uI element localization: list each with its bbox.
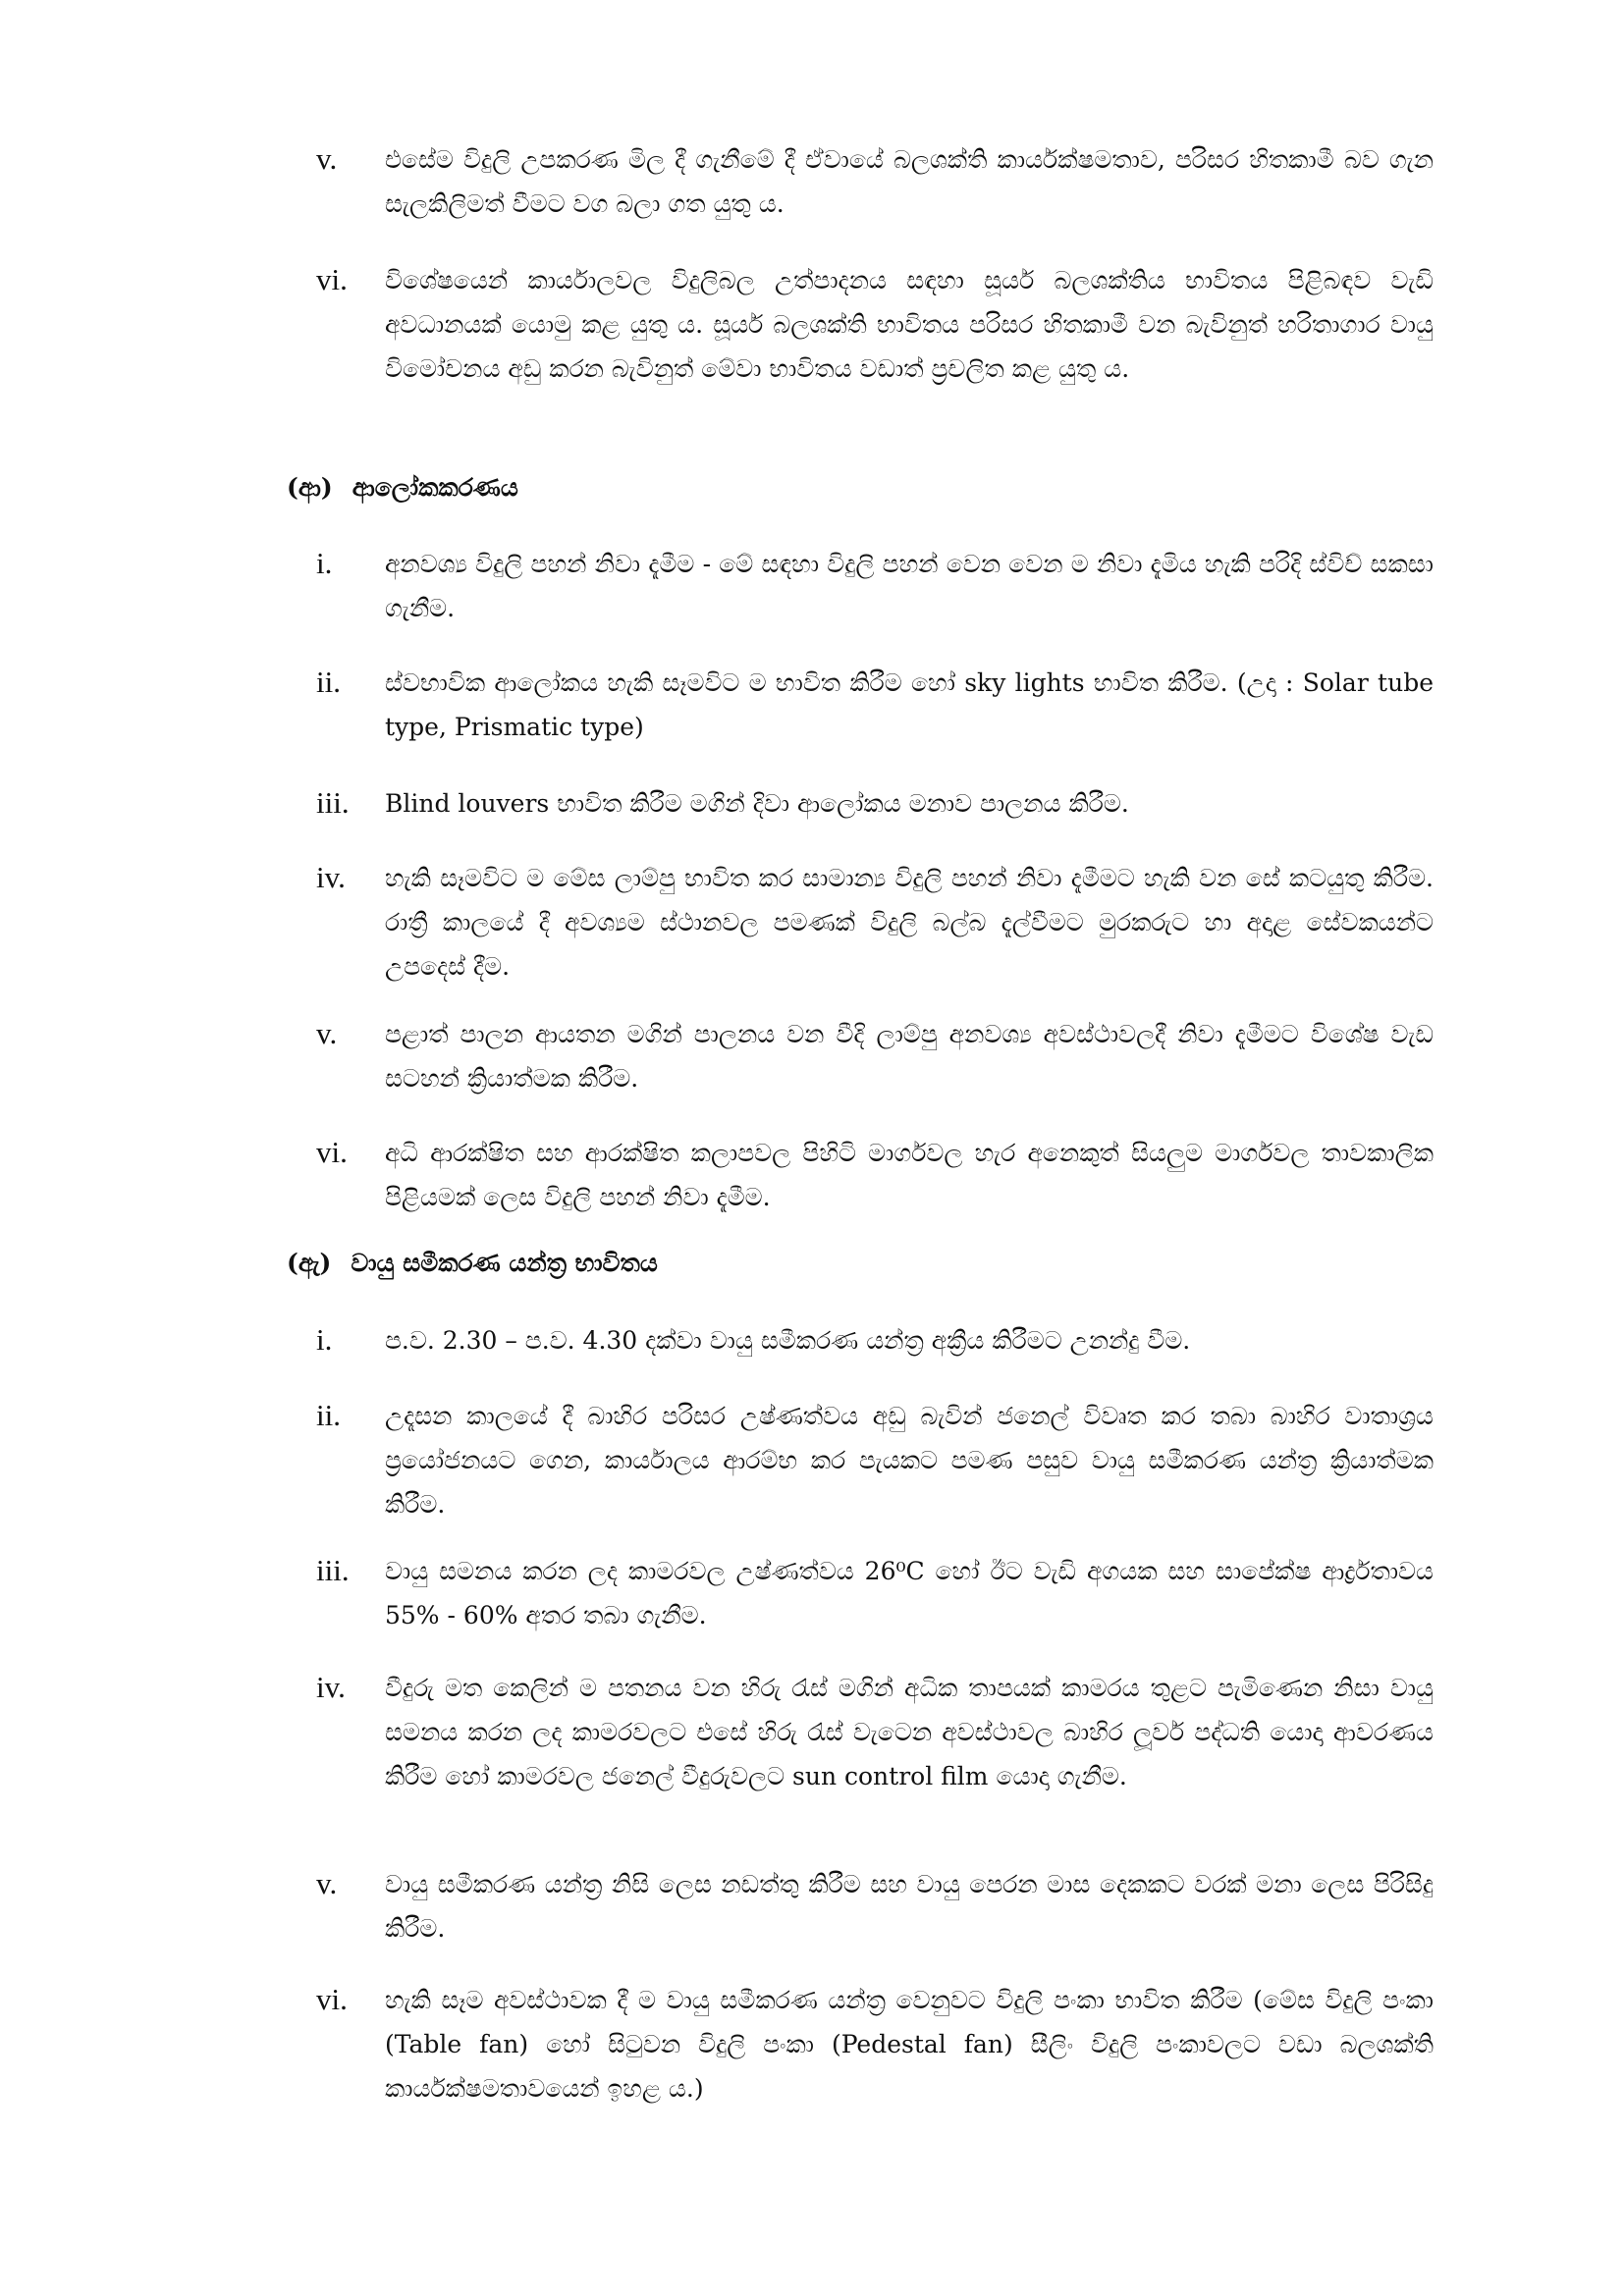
section-heading — [287, 1242, 658, 1285]
item-text: උදෑසන කාලයේ දී බාහිර පරිසර උෂ්ණත්වය අඩු බැවින් ජනෙල් විවෘත කර තබා බාහිර වාතාශ්‍රය ප්‍රයෝජනයට ගෙන, කාර්යාලය ආරම්භ කර පැයකට පමණ පසුව වායු සමීකරණ යන්ත්‍ර ක්‍රියාත්මක කිරීම. — [385, 1402, 1434, 1519]
item-number: iii. — [316, 785, 350, 820]
item-text: හැකි සෑම අවස්ථාවක දී ම වායු සමීකරණ යන්ත්‍ර වෙනුවට විදුලි පංකා භාවිත කිරීම (මේස විදුලි පංකා (Table fan) හෝ සිටුවන විදුලි පංකා (Pedestal fan) සීලිං විදුලි පංකාවලට වඩා බලශක්ති කාර්යක්ෂමතාවයෙන් ඉහළ ය.) — [385, 1986, 1434, 2103]
item-number: iv. — [316, 1670, 346, 1704]
item-number: iv. — [316, 860, 346, 894]
item-number: i. — [316, 546, 333, 580]
item-text: හැකි සෑමවිට ම මේස ලාම්පු භාවිත කර සාමාන්‍ය විදුලි පහන් නිවා දැමීමට හැකි වන සේ කටයුතු කිරීම. රාත්‍රී කාලයේ දී අවශ්‍යම ස්ථානවල පමණක් විදුලි බල්බ දැල්වීමට මුරකරුට හා අදාළ සේවකයන්ට උපදෙස් දීම. — [385, 864, 1434, 981]
item-text: Blind louvers භාවිත කිරීම මගින් දිවා ආලෝකය මනාව පාලනය කිරීම. — [385, 789, 1129, 818]
item-number: v. — [316, 141, 338, 176]
item-number: i. — [316, 1322, 333, 1357]
item-text: ස්වභාවික ආලෝකය හැකි සෑමවිට ම භාවිත කිරීම හෝ sky lights භාවිත කිරීම. (උදා : Solar tube type, Prismatic type) — [385, 668, 1434, 741]
section-heading — [287, 466, 518, 509]
item-text: අධි ආරක්ෂිත සහ ආරක්ෂිත කලාපවල පිහිටි මාර්ගවල හැර අනෙකුත් සියලුම මාර්ගවල තාවකාලික පිළියමක් ලෙස විදුලි පහන් නිවා දැමීම. — [385, 1139, 1434, 1211]
item-text: එසේම විදුලි උපකරණ මිල දී ගැනීමේ දී ඒවායේ බලශක්ති කාර්යක්ෂමතාව, පරිසර හිතකාමී බව ගැන සැලකිලිමත් වීමට වග බලා ගත යුතු ය. — [385, 145, 1434, 218]
section-number: (ආ) — [287, 473, 333, 502]
item-number: vi. — [316, 1135, 348, 1169]
item-text: විශේෂයෙන් කාර්යාලවල විදුලිබල උත්පාදනය සඳහා සූර්ය බලශක්තිය භාවිතය පිළිබඳව වැඩි අවධානයක් යොමු කළ යුතු ය. සූර්ය බලශක්ති භාවිතය පරිසර හිතකාමී වන බැවිනුත් හරිතාගාර වායු විමෝචනය අඩු කරන බැවිනුත් මේවා භාවිතය වඩාත් ප්‍රචලිත කළ යුතු ය. — [385, 266, 1434, 383]
item-number: iii. — [316, 1553, 350, 1587]
item-number: ii. — [316, 665, 341, 699]
section-title: ආලෝකකරණය — [352, 473, 518, 502]
section-title: වායු සමීකරණ යන්ත්‍ර භාවිතය — [351, 1249, 658, 1277]
item-text: ප.ව. 2.30 – ප.ව. 4.30 දක්වා වායු සමීකරණ යන්ත්‍ර අක්‍රීය කිරීමට උනන්දු වීම. — [385, 1326, 1191, 1355]
section-number: (ඇ) — [287, 1249, 332, 1277]
item-text: වායු සමනය කරන ලද කාමරවල උෂ්ණත්වය 26⁰C හෝ ඊට වැඩි අගයක සහ සාපේක්ෂ ආර්ද්‍රතාවය 55% - 60% අතර තබා ගැනීම. — [385, 1557, 1434, 1629]
item-text: වීදුරු මත කෙලින් ම පතනය වන හිරු රැස් මගින් අධික තාපයක් කාමරය තුළට පැමිණෙන නිසා වායු සමනය කරන ලද කාමරවලට එසේ හිරු රැස් වැටෙන අවස්ථාවල බාහිර ලූවර් පද්ධති යොදා ආවරණය කිරීම හෝ කාමරවල ජනෙල් වීදුරුවලට sun control film යොදා ගැනීම. — [385, 1674, 1434, 1790]
item-number: v. — [316, 1866, 338, 1900]
item-text: වායු සමීකරණ යන්ත්‍ර නිසි ලෙස නඩත්තු කිරීම සහ වායු පෙරන මාස දෙකකට වරක් මනා ලෙස පිරිසිදු කිරීම. — [385, 1870, 1434, 1943]
item-number: vi. — [316, 1982, 348, 2016]
item-number: vi. — [316, 262, 348, 296]
item-text: පළාත් පාලන ආයතන මගින් පාලනය වන වීදි ලාම්පු අනවශ්‍ය අවස්ථාවලදී නිවා දැමීමට විශේෂ වැඩ සටහන් ක්‍රියාත්මක කිරීම. — [385, 1020, 1434, 1093]
item-number: ii. — [316, 1398, 341, 1432]
item-number: v. — [316, 1016, 338, 1050]
item-text: අනවශ්‍ය විදුලි පහන් නිවා දැමීම - මේ සඳහා විදුලි පහන් වෙන වෙන ම නිවා දැමිය හැකි පරිදි ස්විච් සකසා ගැනීම. — [385, 550, 1434, 622]
